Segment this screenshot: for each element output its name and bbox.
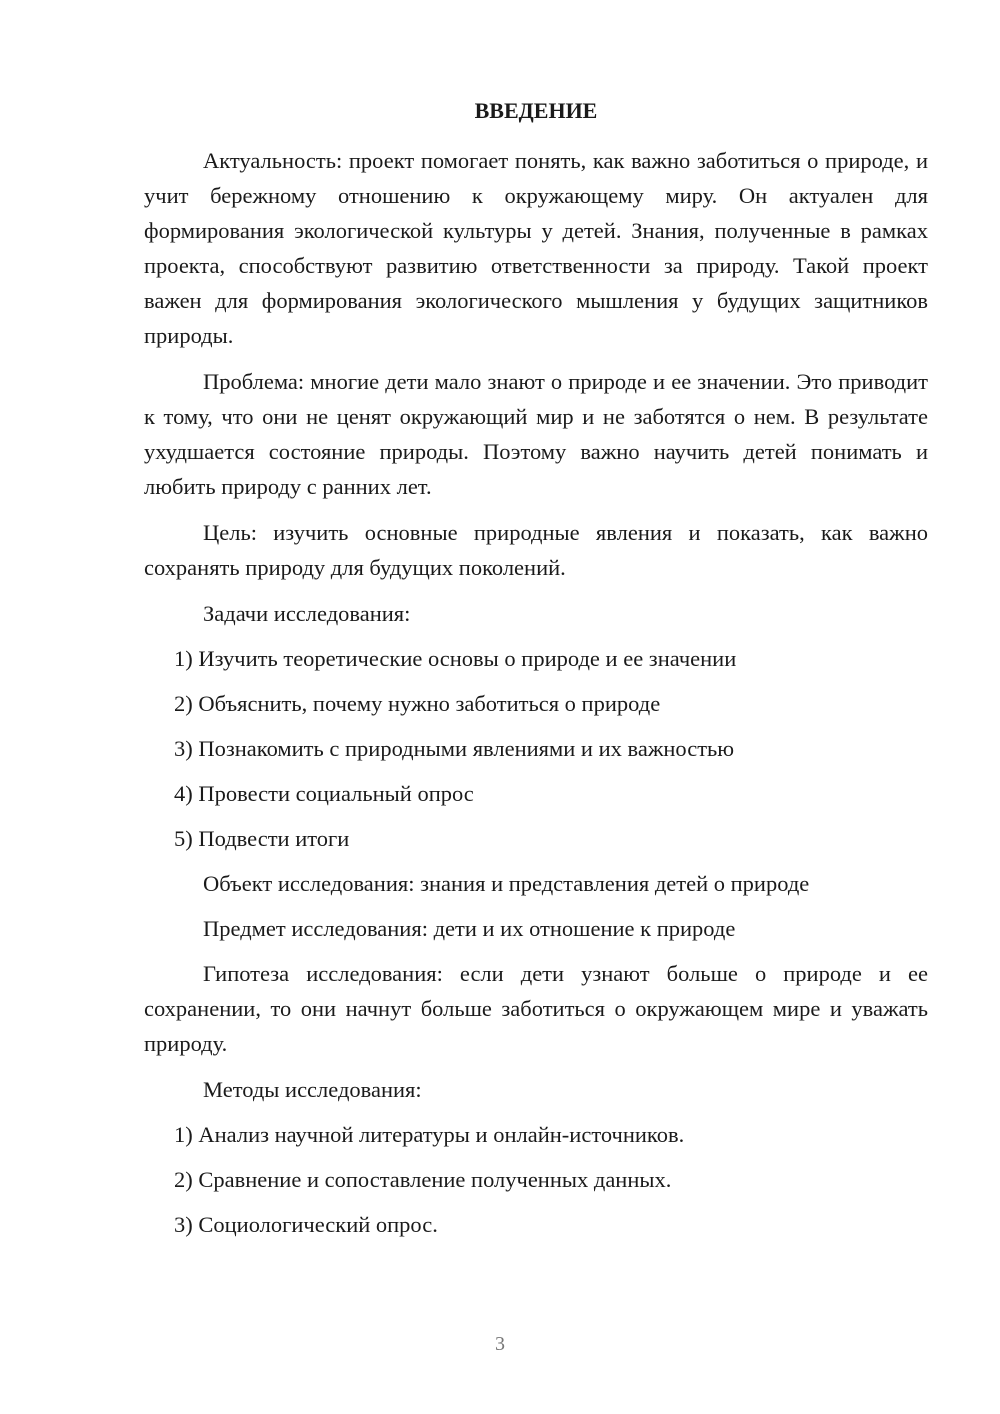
problem-paragraph: Проблема: многие дети мало знают о природе и ее значении. Это приводит к тому, что они не ценят окружающий мир и не заботятся о нем. В результате ухудшается состояние природы. Поэтому важно научить детей понимать и любить природу с ранних лет. <box>144 369 928 499</box>
goal-paragraph: Цель: изучить основные природные явления и показать, как важно сохранять природу для будущих поколений. <box>144 520 928 580</box>
relevance-paragraph: Актуальность: проект помогает понять, как важно заботиться о природе, и учит бережному отношению к окружающему миру. Он актуален для формирования экологической культуры у детей. Знания, полученные в рамках проекта, способствуют развитию ответственности за природу. Такой проект важен для формирования экологического мышления у будущих защитников природы. <box>144 148 928 348</box>
method-item: 1) Анализ научной литературы и онлайн-источников. <box>174 1122 685 1147</box>
task-item: 3) Познакомить с природными явлениями и их важностью <box>174 736 735 761</box>
page-number: 3 <box>495 1333 505 1355</box>
tasks-title: Задачи исследования: <box>203 601 411 626</box>
subject-paragraph: Предмет исследования: дети и их отношение к природе <box>203 916 736 941</box>
task-item: 1) Изучить теоретические основы о природе и ее значении <box>174 646 737 671</box>
method-item: 2) Сравнение и сопоставление полученных данных. <box>174 1167 672 1192</box>
methods-list <box>144 1117 928 1242</box>
method-item: 3) Социологический опрос. <box>174 1212 438 1237</box>
methods-title: Методы исследования: <box>203 1077 422 1102</box>
tasks-list <box>144 641 928 856</box>
object-paragraph: Объект исследования: знания и представления детей о природе <box>203 871 810 896</box>
document-page <box>144 95 928 1252</box>
task-item: 5) Подвести итоги <box>174 826 350 851</box>
hypothesis-paragraph: Гипотеза исследования: если дети узнают больше о природе и ее сохранении, то они начнут больше заботиться о окружающем мире и уважать природу. <box>144 961 928 1056</box>
task-item: 2) Объяснить, почему нужно заботиться о природе <box>174 691 661 716</box>
section-heading: ВВЕДЕНИЕ <box>474 98 598 123</box>
task-item: 4) Провести социальный опрос <box>174 781 474 806</box>
